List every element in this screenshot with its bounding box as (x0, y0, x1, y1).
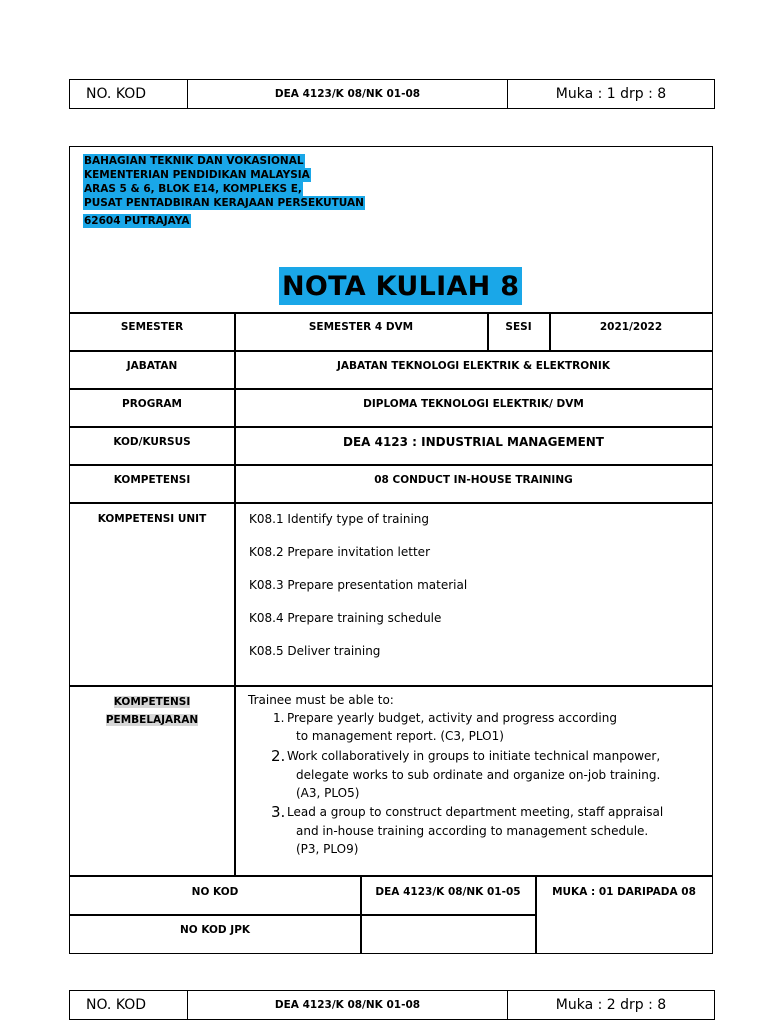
kompetensi-unit-label: KOMPETENSI UNIT (97, 513, 207, 525)
pembelajaran-label-line: KOMPETENSI (113, 696, 191, 708)
semester-label: SEMESTER (120, 321, 184, 333)
row-divider (70, 350, 712, 352)
kompetensi-label: KOMPETENSI (113, 474, 191, 486)
unit-item: K08.1 Identify type of training (249, 512, 430, 526)
footer-no-kod-label: NO KOD (191, 886, 239, 898)
no-kod-label: NO. KOD (70, 991, 188, 1019)
kompetensi-pembelajaran-label (70, 693, 234, 729)
outcome-text: and in-house training according to management schedule. (296, 824, 649, 838)
document-code: DEA 4123/K 08/NK 01-08 (188, 80, 508, 108)
row-divider (70, 312, 712, 314)
row-divider (70, 388, 712, 390)
sesi-value: 2021/2022 (599, 321, 663, 333)
address-line: KEMENTERIAN PENDIDIKAN MALAYSIA (84, 169, 310, 181)
row-divider (70, 426, 712, 428)
footer-muka: MUKA : 01 DARIPADA 08 (552, 886, 696, 898)
address-line: ARAS 5 & 6, BLOK E14, KOMPLEKS E, (84, 183, 302, 195)
outcome-text: Lead a group to construct department meeting, staff appraisal (287, 805, 664, 819)
row-divider (70, 914, 535, 916)
program-value: DIPLOMA TEKNOLOGI ELEKTRIK/ DVM (363, 398, 584, 410)
unit-item: K08.2 Prepare invitation letter (249, 545, 430, 559)
row-divider (70, 464, 712, 466)
outcome-text: (A3, PLO5) (296, 786, 360, 800)
outcome-number: 1. (273, 711, 285, 725)
kompetensi-value: 08 CONDUCT IN-HOUSE TRAINING (374, 474, 573, 486)
semester-value: SEMESTER 4 DVM (308, 321, 414, 333)
footer-no-kod-jpk-label: NO KOD JPK (179, 924, 251, 936)
row-divider (70, 685, 712, 687)
pembelajaran-label-line: PEMBELAJARAN (105, 714, 199, 726)
jabatan-label: JABATAN (126, 360, 178, 372)
unit-item: K08.4 Prepare training schedule (249, 611, 442, 625)
unit-item: K08.5 Deliver training (249, 644, 381, 658)
document-code: DEA 4123/K 08/NK 01-08 (188, 991, 508, 1019)
column-divider (234, 312, 236, 875)
outcomes-intro: Trainee must be able to: (248, 693, 394, 707)
document-title: NOTA KULIAH 8 (279, 267, 522, 305)
address-line: BAHAGIAN TEKNIK DAN VOKASIONAL (84, 155, 304, 167)
next-page-header (69, 990, 715, 1020)
page-number: Muka : 2 drp : 8 (555, 997, 667, 1013)
page-number: Muka : 1 drp : 8 (555, 86, 667, 102)
page-header (69, 79, 715, 109)
address-block (83, 155, 365, 229)
outcome-number: 3. (271, 803, 286, 821)
outcome-text: Prepare yearly budget, activity and progress according (287, 711, 617, 725)
program-label: PROGRAM (122, 398, 182, 410)
jabatan-value: JABATAN TEKNOLOGI ELEKTRIK & ELEKTRONIK (337, 360, 610, 372)
kod-kursus-label: KOD/KURSUS (113, 436, 191, 448)
outcome-number: 2. (271, 747, 286, 765)
outcome-text: Work collaboratively in groups to initiate technical manpower, (287, 749, 661, 763)
sesi-label: SESI (505, 321, 532, 333)
lecture-note-form (69, 146, 713, 954)
unit-item: K08.3 Prepare presentation material (249, 578, 468, 592)
no-kod-label: NO. KOD (70, 80, 188, 108)
row-divider (70, 875, 712, 877)
address-line: 62604 PUTRAJAYA (84, 215, 190, 227)
kod-kursus-value: DEA 4123 : INDUSTRIAL MANAGEMENT (342, 435, 604, 449)
outcome-text: delegate works to sub ordinate and organize on-job training. (296, 768, 661, 782)
outcome-text: (P3, PLO9) (296, 842, 359, 856)
footer-code: DEA 4123/K 08/NK 01-05 (375, 886, 521, 898)
row-divider (70, 502, 712, 504)
address-line: PUSAT PENTADBIRAN KERAJAAN PERSEKUTUAN (84, 197, 364, 209)
outcome-text: to management report. (C3, PLO1) (296, 729, 504, 743)
